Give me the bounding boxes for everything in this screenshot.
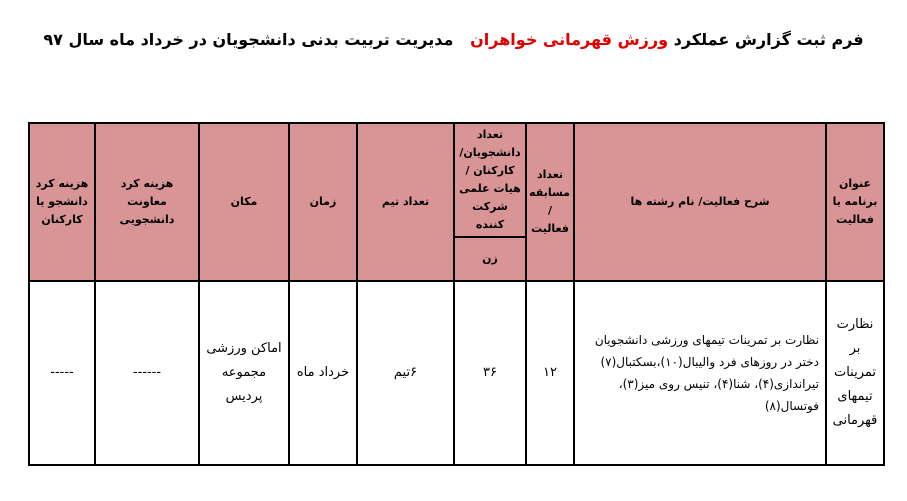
title-prefix: فرم ثبت گزارش عملکرد <box>673 30 864 49</box>
cell-time: خرداد ماه <box>289 281 357 465</box>
header-student-cost: هزینه کرد دانشجو یا کارکنان <box>29 123 95 281</box>
cell-description: نظارت بر تمرینات تیمهای ورزشی دانشجویان دختر در روزهای فرد والیبال(۱۰)،بسکتبال(۷) تیراندازی(۴)، شنا(۴)، تنیس روی میز(۳)، فوتسال(۸) <box>574 281 826 465</box>
report-table <box>28 122 885 466</box>
cell-participants: ۳۶ <box>454 281 526 465</box>
header-competitions: تعداد مسابقه / فعالیت <box>526 123 574 281</box>
header-women: زن <box>454 237 526 281</box>
title-suffix: مدیریت تربیت بدنی دانشجویان در خرداد ماه سال ۹۷ <box>43 30 454 49</box>
cell-competitions: ۱۲ <box>526 281 574 465</box>
header-teams: تعداد تیم <box>357 123 454 281</box>
table-row <box>29 281 884 465</box>
header-place: مکان <box>199 123 289 281</box>
cell-teams: ۶تیم <box>357 281 454 465</box>
header-program-title: عنوان برنامه یا فعالیت <box>826 123 884 281</box>
header-time: زمان <box>289 123 357 281</box>
cell-student-cost: ----- <box>29 281 95 465</box>
cell-place: اماکن ورزشی مجموعه پردیس <box>199 281 289 465</box>
title-highlight: ورزش قهرمانی خواهران <box>470 30 669 49</box>
header-deputy-cost: هزینه کرد معاونت دانشجویی <box>95 123 199 281</box>
header-participants: تعداد دانشجویان/ کارکنان /هیات علمی شرکت کننده <box>454 123 526 237</box>
cell-program-title: نظارت بر تمرینات تیمهای قهرمانی <box>826 281 884 465</box>
header-description: شرح فعالیت/ نام رشته ها <box>574 123 826 281</box>
form-title <box>0 30 907 49</box>
cell-deputy-cost: ------ <box>95 281 199 465</box>
